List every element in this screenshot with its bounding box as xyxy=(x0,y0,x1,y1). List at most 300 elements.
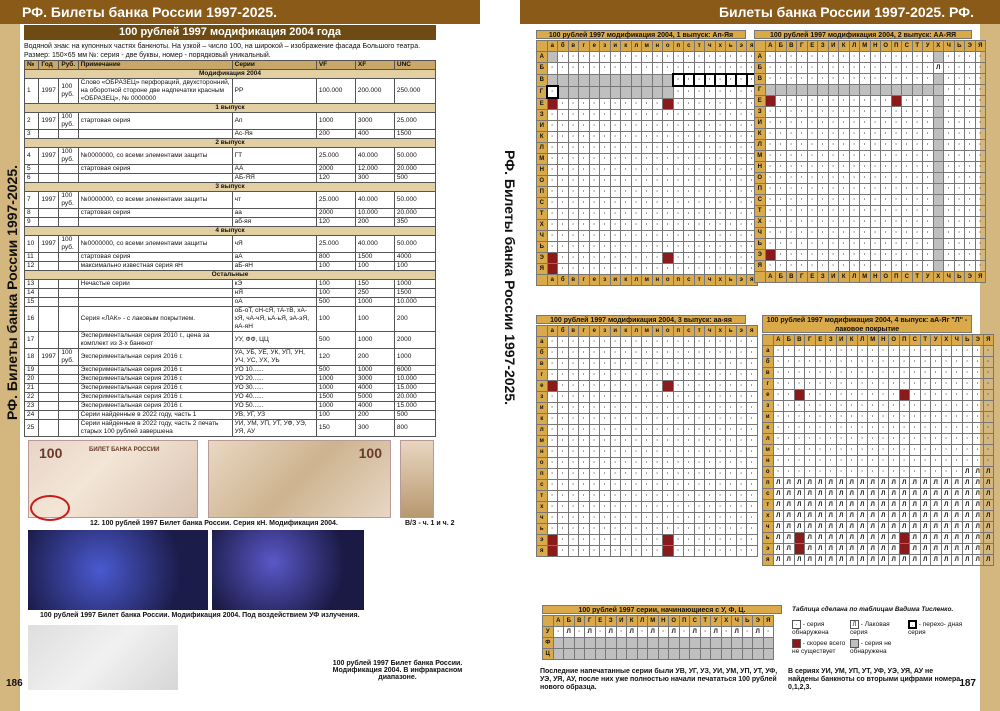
grid-cell: · xyxy=(558,142,569,153)
grid-cell: · xyxy=(621,524,632,535)
grid-cell: · xyxy=(952,412,963,423)
grid-cell: · xyxy=(773,467,784,478)
grid-cell: · xyxy=(652,414,663,425)
grid-cell: · xyxy=(621,197,632,208)
grid-cell: · xyxy=(726,491,737,502)
grid-cell: Л xyxy=(973,544,984,555)
grid-cell: · xyxy=(773,368,784,379)
grid-cell: · xyxy=(694,480,705,491)
grid-cell: · xyxy=(857,401,868,412)
grid-cell: · xyxy=(600,502,611,513)
grid-cell xyxy=(606,649,617,660)
grid-row xyxy=(537,52,758,63)
grid-cell: · xyxy=(652,230,663,241)
grid-row-label: З xyxy=(537,109,548,120)
grid-cell: · xyxy=(815,401,826,412)
grid-cell: · xyxy=(726,348,737,359)
table-cell: 4000 xyxy=(355,402,394,411)
table-cell xyxy=(59,218,78,227)
grid-cell: · xyxy=(818,107,829,118)
grid-cell: · xyxy=(600,491,611,502)
grid-cell: · xyxy=(600,142,611,153)
grid-cell: · xyxy=(944,118,955,129)
grid-cell: · xyxy=(952,467,963,478)
grid-cell: · xyxy=(610,52,621,63)
grid-cell: · xyxy=(694,337,705,348)
grid-cell: · xyxy=(558,458,569,469)
grid-col-label: е xyxy=(589,41,600,52)
grid-cell: Л xyxy=(983,544,994,555)
grid-cell: · xyxy=(902,74,913,85)
grid-cell: · xyxy=(610,208,621,219)
grid-row-label: н xyxy=(763,456,774,467)
table-cell: №0000000, со всеми элементами защиты xyxy=(78,148,232,165)
grid-cell: · xyxy=(878,423,889,434)
table-cell: 100 xyxy=(316,411,355,420)
grid-cell: · xyxy=(726,263,737,274)
grid-cell: · xyxy=(807,74,818,85)
grid-cell: · xyxy=(673,348,684,359)
grid-cell: · xyxy=(849,239,860,250)
grid-col-label: о xyxy=(663,274,674,285)
grid-cell: · xyxy=(558,513,569,524)
grid-cell: · xyxy=(776,96,787,107)
grid-cell: · xyxy=(868,390,879,401)
grid-cell: · xyxy=(663,263,674,274)
grid-cell: · xyxy=(860,107,871,118)
grid-cell: · xyxy=(870,217,881,228)
grid-cell: · xyxy=(870,261,881,272)
grid-cell: · xyxy=(673,109,684,120)
grid-cell: · xyxy=(747,175,758,186)
grid-cell: · xyxy=(805,434,816,445)
grid-cell: · xyxy=(747,502,758,513)
grid-cell: Л xyxy=(753,627,764,638)
grid-cell: · xyxy=(610,535,621,546)
grid-row xyxy=(537,164,758,175)
grid-cell: · xyxy=(558,263,569,274)
caption-uv: 100 рублей 1997 Билет банка России. Модификация 2004. Под воздействием УФ излучения. xyxy=(40,612,360,619)
grid-cell: · xyxy=(815,357,826,368)
grid-cell: · xyxy=(621,359,632,370)
grid-cell: · xyxy=(881,250,892,261)
grid-cell: · xyxy=(621,337,632,348)
grid-cell: · xyxy=(684,63,695,75)
grid-cell: · xyxy=(784,423,795,434)
grid-cell xyxy=(933,184,944,195)
grid-row-label: к xyxy=(763,423,774,434)
grid-row xyxy=(763,390,994,401)
grid-cell: · xyxy=(836,467,847,478)
grid-col-label: к xyxy=(621,326,632,337)
grid-row-label: В xyxy=(755,74,766,85)
grid-cell: · xyxy=(839,195,850,206)
grid-cell: · xyxy=(797,140,808,151)
grid-cell: · xyxy=(694,403,705,414)
grid-cell xyxy=(933,239,944,250)
grid-cell: · xyxy=(849,96,860,107)
grid-cell: · xyxy=(589,381,600,392)
series-grid-1 xyxy=(536,40,758,286)
grid-cell: · xyxy=(910,456,921,467)
grid-cell: · xyxy=(836,357,847,368)
table-cell: 25.000 xyxy=(316,192,355,209)
grid-col-label: М xyxy=(648,616,659,627)
column-header: Серии xyxy=(232,61,316,70)
grid-row-label: Е xyxy=(537,98,548,109)
grid-cell: · xyxy=(579,263,590,274)
grid-cell: · xyxy=(765,173,776,184)
grid-cell: · xyxy=(828,228,839,239)
grid-col-label: л xyxy=(631,41,642,52)
grid-cell: · xyxy=(589,414,600,425)
grid-row-label: п xyxy=(537,469,548,480)
grid-cell xyxy=(600,86,611,98)
banknote-text: БИЛЕТ БАНКА РОССИИ xyxy=(89,447,160,453)
grid-cell: · xyxy=(610,425,621,436)
grid-cell: · xyxy=(652,370,663,381)
grid-row-label: я xyxy=(537,546,548,557)
grid-cell xyxy=(621,74,632,86)
grid-cell: · xyxy=(600,131,611,142)
grid-cell: Л xyxy=(910,522,921,533)
grid-cell: Л xyxy=(868,555,879,566)
grid-cell: · xyxy=(600,263,611,274)
grid-cell: · xyxy=(663,120,674,131)
grid-row xyxy=(537,524,758,535)
grid-cell: · xyxy=(684,392,695,403)
grid-cell: · xyxy=(773,390,784,401)
grid-cell: · xyxy=(621,131,632,142)
grid-cell: Л xyxy=(889,533,900,544)
grid-cell: · xyxy=(589,241,600,252)
grid-col-label: В xyxy=(786,41,797,52)
grid-cell: · xyxy=(794,379,805,390)
grid-cell: · xyxy=(868,357,879,368)
table-cell xyxy=(59,253,78,262)
grid-col-label: х xyxy=(715,41,726,52)
grid-cell: · xyxy=(952,379,963,390)
grid-cell: Л xyxy=(773,500,784,511)
grid-col-label: П xyxy=(891,272,902,283)
grid-cell: Л xyxy=(983,500,994,511)
grid-cell: Л xyxy=(931,544,942,555)
grid-cell: · xyxy=(826,423,837,434)
grid-cell xyxy=(753,638,764,649)
grid-cell: · xyxy=(673,98,684,109)
grid-row xyxy=(537,491,758,502)
grid-cell: Л xyxy=(962,555,973,566)
grid-cell: · xyxy=(684,524,695,535)
grid-cell: · xyxy=(673,186,684,197)
side-title: РФ. Билеты банка России 1997-2025. xyxy=(4,164,20,420)
grid-cell: · xyxy=(944,85,955,96)
grid-col-label: э xyxy=(736,326,747,337)
grid-row xyxy=(763,544,994,555)
grid-cell: · xyxy=(797,228,808,239)
table-cell xyxy=(59,307,78,332)
grid-cell: · xyxy=(891,107,902,118)
grid-cell: · xyxy=(965,173,976,184)
grid-cell: · xyxy=(684,458,695,469)
grid-cell: · xyxy=(705,263,716,274)
uv-back-image xyxy=(212,530,364,610)
grid-cell: · xyxy=(663,502,674,513)
grid-cell: · xyxy=(694,524,705,535)
grid-cell: · xyxy=(558,241,569,252)
table-cell: УО 40...... xyxy=(232,393,316,402)
table-cell: 1000 xyxy=(316,113,355,130)
grid-cell: Л xyxy=(899,478,910,489)
grid-cell: · xyxy=(568,436,579,447)
grid-cell: · xyxy=(631,370,642,381)
grid-cell: · xyxy=(784,434,795,445)
grid-row-label: о xyxy=(537,458,548,469)
grid-cell: · xyxy=(579,219,590,230)
grid-cell xyxy=(658,649,669,660)
grid-cell: · xyxy=(726,109,737,120)
table-cell: 100 xyxy=(316,307,355,332)
grid-cell: · xyxy=(878,456,889,467)
grid-cell: Л xyxy=(815,555,826,566)
grid-row-label: П xyxy=(755,184,766,195)
grid-cell: · xyxy=(579,241,590,252)
grid-cell xyxy=(663,252,674,263)
grid-cell: · xyxy=(642,131,653,142)
table-cell: 50.000 xyxy=(394,236,435,253)
grid-cell: · xyxy=(663,230,674,241)
grid-cell: Л xyxy=(868,478,879,489)
grid-cell: · xyxy=(786,261,797,272)
grid-cell: · xyxy=(839,261,850,272)
grid-cell xyxy=(933,129,944,140)
grid-cell: · xyxy=(684,403,695,414)
grid-cell: · xyxy=(589,186,600,197)
grid-cell: · xyxy=(558,337,569,348)
grid-cell: · xyxy=(610,109,621,120)
grid-cell: Л xyxy=(794,489,805,500)
grid-col-label: о xyxy=(663,41,674,52)
grid-cell xyxy=(923,85,934,96)
table-cell: 2000 xyxy=(394,332,435,349)
grid-cell: · xyxy=(891,239,902,250)
grid-cell: · xyxy=(673,414,684,425)
grid-cell: · xyxy=(815,434,826,445)
grid-cell: · xyxy=(610,524,621,535)
grid-cell: · xyxy=(868,423,879,434)
grid-cell: · xyxy=(839,173,850,184)
grid-cell: · xyxy=(705,63,716,75)
grid-cell: · xyxy=(642,337,653,348)
grid-cell: · xyxy=(642,252,653,263)
table-cell: 120 xyxy=(316,349,355,366)
grid-row xyxy=(763,434,994,445)
grid-col-label: а xyxy=(547,274,558,285)
grid-cell: · xyxy=(579,546,590,557)
grid-cell xyxy=(574,638,585,649)
grid-cell: · xyxy=(673,546,684,557)
grid-col-label: Е xyxy=(595,616,606,627)
grid-cell: · xyxy=(765,162,776,173)
grid-row xyxy=(537,230,758,241)
grid-cell: · xyxy=(910,401,921,412)
grid-cell: · xyxy=(870,74,881,85)
grid-col-label: т xyxy=(694,326,705,337)
grid-cell xyxy=(765,96,776,107)
grid-cell: · xyxy=(920,456,931,467)
grid-cell: · xyxy=(621,52,632,63)
grid-col-label: Г xyxy=(805,335,816,346)
grid-cell xyxy=(732,649,743,660)
grid-cell: · xyxy=(881,184,892,195)
grid-row xyxy=(763,522,994,533)
grid-col-label: г xyxy=(579,41,590,52)
grid-cell: · xyxy=(600,546,611,557)
grid-cell: · xyxy=(881,228,892,239)
grid-cell: · xyxy=(860,239,871,250)
grid-col-label: И xyxy=(828,41,839,52)
table-cell: Экспериментальная серия 2016 г. xyxy=(78,375,232,384)
grid-cell: Л xyxy=(784,500,795,511)
grid-cell: Л xyxy=(889,555,900,566)
grid-row xyxy=(755,184,986,195)
grid-cell: · xyxy=(962,368,973,379)
column-header: UNC xyxy=(394,61,435,70)
grid-cell: · xyxy=(705,480,716,491)
grid-cell: · xyxy=(589,131,600,142)
grid-cell: · xyxy=(952,346,963,357)
grid-cell: · xyxy=(663,480,674,491)
grid-cell: · xyxy=(652,436,663,447)
grid-row xyxy=(755,261,986,272)
grid-cell: Л xyxy=(836,500,847,511)
grid-cell: · xyxy=(684,109,695,120)
grid-cell: · xyxy=(923,206,934,217)
grid-row-label: э xyxy=(537,535,548,546)
grid-cell: · xyxy=(847,401,858,412)
grid-cell: · xyxy=(786,217,797,228)
grid-cell: · xyxy=(941,390,952,401)
grid-cell: · xyxy=(889,401,900,412)
grid-cell: · xyxy=(839,107,850,118)
grid-cell: · xyxy=(547,447,558,458)
grid-cell: · xyxy=(847,379,858,390)
grid-cell: · xyxy=(663,513,674,524)
grid-cell: Л xyxy=(889,511,900,522)
grid-cell: · xyxy=(568,447,579,458)
grid-cell: · xyxy=(786,162,797,173)
grid-cell: · xyxy=(621,348,632,359)
table-cell xyxy=(59,165,78,174)
grid-cell: · xyxy=(765,184,776,195)
grid-cell: Л xyxy=(931,555,942,566)
grid-cell: · xyxy=(797,52,808,63)
grid-cell: · xyxy=(721,627,732,638)
grid-cell: · xyxy=(715,458,726,469)
grid-cell: · xyxy=(826,401,837,412)
grid-cell: · xyxy=(673,447,684,458)
grid-cell: · xyxy=(857,379,868,390)
grid-cell: · xyxy=(600,120,611,131)
grid-cell: · xyxy=(975,184,986,195)
grid-cell: · xyxy=(726,425,737,436)
grid-cell: · xyxy=(663,142,674,153)
grid-col-label: и xyxy=(610,326,621,337)
grid-cell xyxy=(765,250,776,261)
section-row: 4 выпуск xyxy=(25,227,436,236)
grid-cell: · xyxy=(912,96,923,107)
grid-cell xyxy=(721,649,732,660)
grid-row-label: л xyxy=(537,425,548,436)
table-cell: УВ, УГ, УЗ xyxy=(232,411,316,420)
grid-cell xyxy=(933,261,944,272)
table-cell: 100 xyxy=(355,307,394,332)
grid-cell: · xyxy=(600,164,611,175)
grid-cell: · xyxy=(736,359,747,370)
grid-cell: · xyxy=(610,513,621,524)
grid-cell: · xyxy=(579,513,590,524)
grid-cell: · xyxy=(715,546,726,557)
grid-row xyxy=(763,379,994,390)
table-row xyxy=(25,280,436,289)
grid-cell: · xyxy=(705,546,716,557)
grid-cell: · xyxy=(965,74,976,85)
grid-cell: · xyxy=(910,379,921,390)
grid-cell: · xyxy=(726,502,737,513)
grid-cell xyxy=(585,649,596,660)
grid-cell: · xyxy=(784,346,795,357)
grid-cell xyxy=(933,52,944,63)
table-cell xyxy=(39,165,59,174)
grid-row xyxy=(763,401,994,412)
grid-cell: · xyxy=(673,469,684,480)
grid-row-label: ч xyxy=(763,522,774,533)
grid-col-label: С xyxy=(902,41,913,52)
grid-row-label: О xyxy=(755,173,766,184)
grid-cell: Л xyxy=(878,555,889,566)
grid-cell xyxy=(763,638,774,649)
grid-cell xyxy=(547,74,558,86)
grid-cell: · xyxy=(931,412,942,423)
grid-cell: · xyxy=(807,261,818,272)
table-cell: 15.000 xyxy=(394,384,435,393)
table-cell: 20.000 xyxy=(394,393,435,402)
grid-col-label: А xyxy=(553,616,564,627)
grid-cell: · xyxy=(663,208,674,219)
grid-cell: · xyxy=(902,228,913,239)
grid-cell xyxy=(621,86,632,98)
grid-cell: · xyxy=(983,346,994,357)
grid-cell: · xyxy=(736,370,747,381)
grid-cell: Л xyxy=(878,544,889,555)
table-cell xyxy=(59,289,78,298)
grid-row-label: т xyxy=(537,491,548,502)
grid-cell: · xyxy=(684,502,695,513)
grid-cell: · xyxy=(797,129,808,140)
grid-row-label: с xyxy=(537,480,548,491)
grid-row xyxy=(755,74,986,85)
table-cell: нЯ xyxy=(232,289,316,298)
grid-cell: · xyxy=(773,401,784,412)
grid-cell: Л xyxy=(889,544,900,555)
grid-cell: · xyxy=(797,206,808,217)
table-cell: 50.000 xyxy=(394,192,435,209)
grid-cell: · xyxy=(673,359,684,370)
grid-cell: · xyxy=(631,502,642,513)
grid-cell xyxy=(616,638,627,649)
grid-cell: · xyxy=(600,436,611,447)
grid-cell: Л xyxy=(952,555,963,566)
